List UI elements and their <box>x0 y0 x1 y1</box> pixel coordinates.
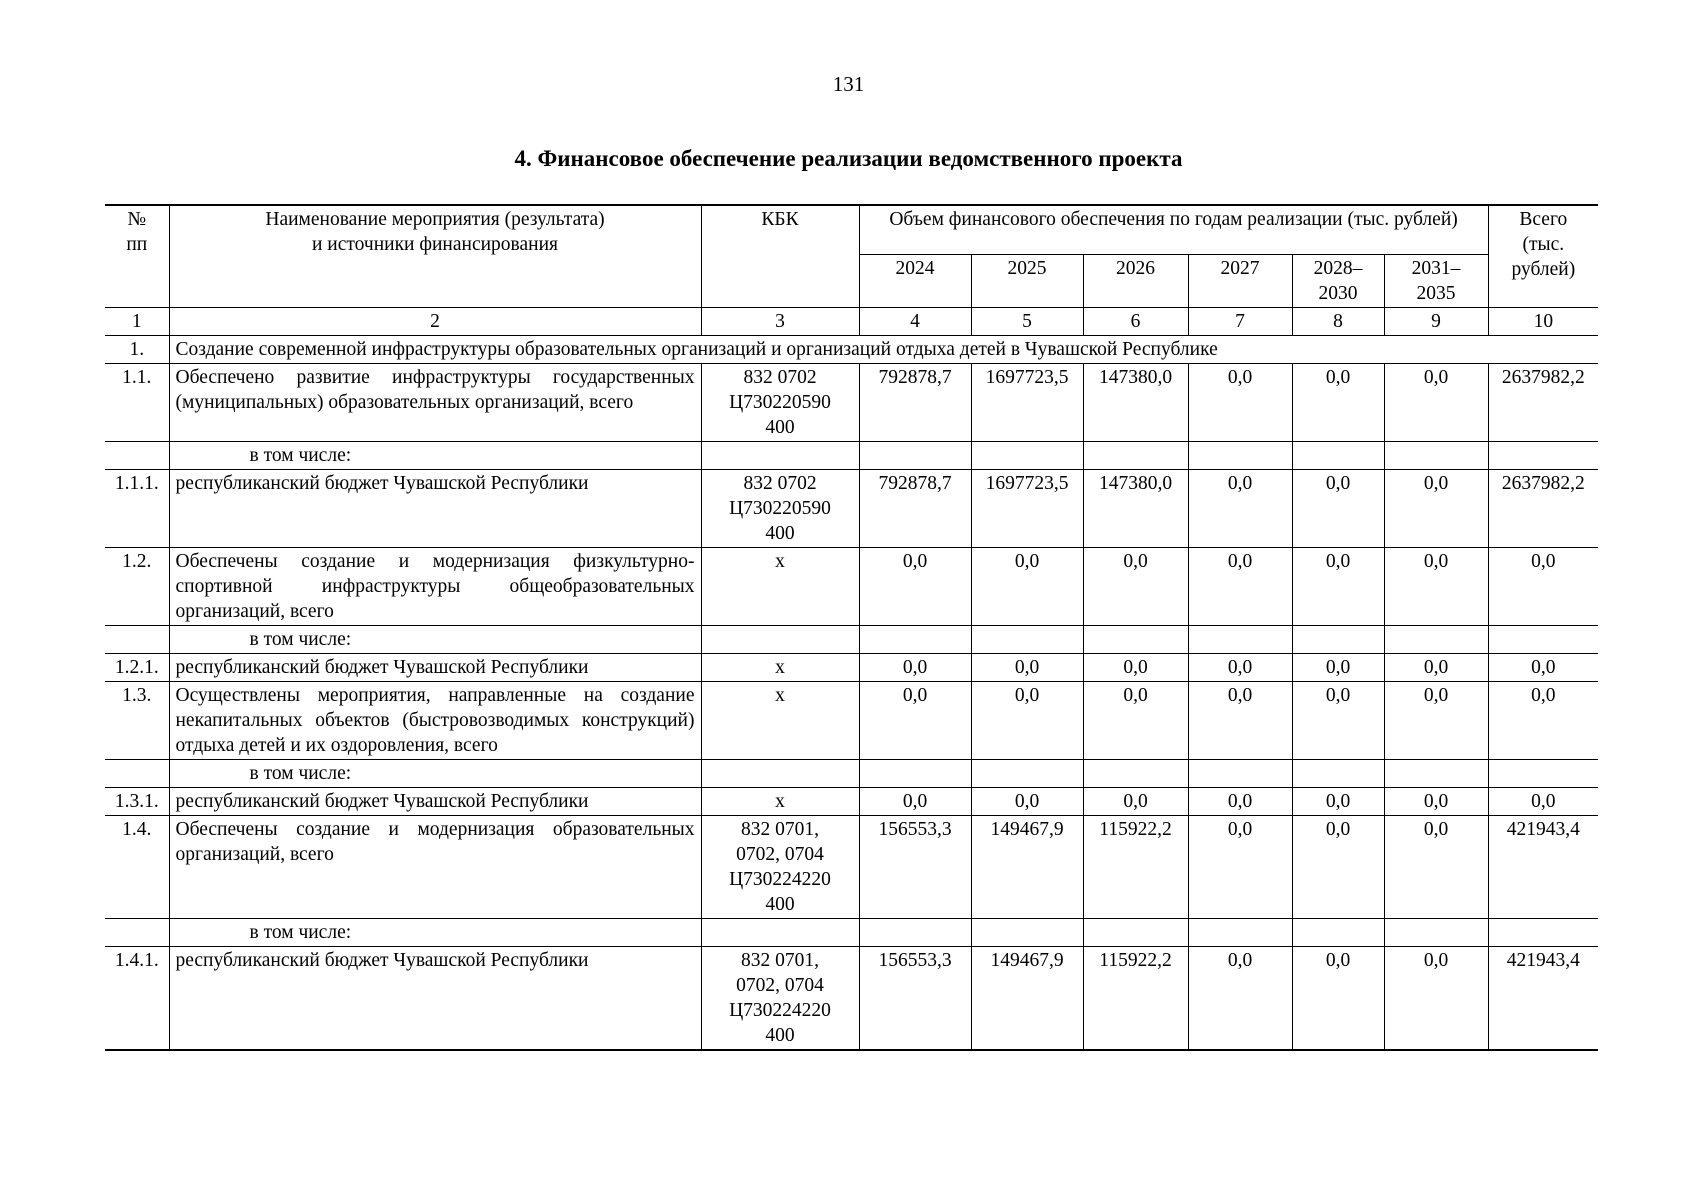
row-value: 147380,0 <box>1083 470 1188 548</box>
row-name: республиканский бюджет Чувашской Республики <box>169 788 701 816</box>
row-total <box>1488 626 1598 654</box>
row-num: 1.2.1. <box>105 654 169 682</box>
row-value: 0,0 <box>1384 816 1488 919</box>
row-value <box>971 760 1083 788</box>
row-value: 0,0 <box>859 788 971 816</box>
table-row <box>105 548 1598 626</box>
row-kbk <box>701 626 859 654</box>
row-value: 0,0 <box>971 682 1083 760</box>
row-value: 156553,3 <box>859 947 971 1051</box>
row-num <box>105 919 169 947</box>
row-value <box>1384 760 1488 788</box>
header-num: № пп <box>105 205 169 308</box>
row-value: 792878,7 <box>859 364 971 442</box>
row-kbk: х <box>701 682 859 760</box>
table-row <box>105 364 1598 442</box>
row-value <box>1188 760 1292 788</box>
row-value: 0,0 <box>1188 548 1292 626</box>
row-kbk <box>701 442 859 470</box>
column-number-row <box>105 308 1598 336</box>
row-value: 0,0 <box>1384 654 1488 682</box>
row-value <box>1083 626 1188 654</box>
row-value: 0,0 <box>1188 682 1292 760</box>
row-value <box>1188 919 1292 947</box>
row-kbk: 832 0701, 0702, 0704 Ц730224220 400 <box>701 816 859 919</box>
column-number: 5 <box>971 308 1083 336</box>
row-value: 0,0 <box>1292 470 1384 548</box>
row-kbk <box>701 919 859 947</box>
section-row <box>105 336 1598 364</box>
row-num: 1.4. <box>105 816 169 919</box>
subtotal-label-row <box>105 442 1598 470</box>
row-value: 0,0 <box>1083 682 1188 760</box>
row-value <box>1292 919 1384 947</box>
row-value: 0,0 <box>1188 470 1292 548</box>
row-value: 0,0 <box>971 548 1083 626</box>
row-name: в том числе: <box>169 442 701 470</box>
header-total: Всего (тыс. рублей) <box>1488 205 1598 308</box>
header-kbk: КБК <box>701 205 859 308</box>
row-value <box>1384 626 1488 654</box>
row-value <box>1292 442 1384 470</box>
row-name: республиканский бюджет Чувашской Республики <box>169 470 701 548</box>
header-year: 2025 <box>971 255 1083 308</box>
column-number: 3 <box>701 308 859 336</box>
row-total: 421943,4 <box>1488 816 1598 919</box>
row-num: 1.1.1. <box>105 470 169 548</box>
row-value <box>1292 626 1384 654</box>
row-value <box>971 626 1083 654</box>
row-total: 2637982,2 <box>1488 470 1598 548</box>
row-value: 0,0 <box>1292 364 1384 442</box>
header-year: 2027 <box>1188 255 1292 308</box>
row-total: 2637982,2 <box>1488 364 1598 442</box>
row-value <box>1292 760 1384 788</box>
row-name: в том числе: <box>169 626 701 654</box>
row-value: 0,0 <box>1384 364 1488 442</box>
column-number: 6 <box>1083 308 1188 336</box>
row-value: 147380,0 <box>1083 364 1188 442</box>
table-row <box>105 788 1598 816</box>
row-num: 1.2. <box>105 548 169 626</box>
table-row <box>105 654 1598 682</box>
row-value: 0,0 <box>971 788 1083 816</box>
row-value <box>1083 442 1188 470</box>
header-year: 2031– 2035 <box>1384 255 1488 308</box>
column-number: 10 <box>1488 308 1598 336</box>
subtotal-label-row <box>105 626 1598 654</box>
row-value: 0,0 <box>1292 947 1384 1051</box>
row-num: 1.4.1. <box>105 947 169 1051</box>
header-volume: Объем финансового обеспечения по годам реализации (тыс. рублей) <box>859 205 1488 255</box>
row-total <box>1488 442 1598 470</box>
header-row-1 <box>105 205 1598 255</box>
row-num <box>105 760 169 788</box>
row-value: 0,0 <box>859 548 971 626</box>
row-name: Осуществлены мероприятия, направленные на создание некапитальных объектов (быстровозводимых конструкций) отдыха детей и их оздоровления, всего <box>169 682 701 760</box>
table-row <box>105 682 1598 760</box>
row-name: Обеспечено развитие инфраструктуры государственных (муниципальных) образовательных организаций, всего <box>169 364 701 442</box>
row-total: 0,0 <box>1488 654 1598 682</box>
row-name: в том числе: <box>169 760 701 788</box>
header-year: 2024 <box>859 255 971 308</box>
row-value <box>1188 626 1292 654</box>
row-value: 0,0 <box>1188 788 1292 816</box>
row-value: 0,0 <box>1188 947 1292 1051</box>
row-value: 0,0 <box>1083 548 1188 626</box>
table-row <box>105 470 1598 548</box>
row-kbk: 832 0701, 0702, 0704 Ц730224220 400 <box>701 947 859 1051</box>
header-year: 2028– 2030 <box>1292 255 1384 308</box>
row-value: 0,0 <box>1384 788 1488 816</box>
row-value <box>1384 919 1488 947</box>
row-kbk: 832 0702 Ц730220590 400 <box>701 470 859 548</box>
row-total: 421943,4 <box>1488 947 1598 1051</box>
row-kbk: х <box>701 654 859 682</box>
row-value: 0,0 <box>1083 788 1188 816</box>
row-value <box>859 760 971 788</box>
row-value: 149467,9 <box>971 947 1083 1051</box>
row-name: Обеспечены создание и модернизация физкультурно-спортивной инфраструктуры общеобразовательных организаций, всего <box>169 548 701 626</box>
row-num: 1.3.1. <box>105 788 169 816</box>
row-value <box>1083 760 1188 788</box>
row-value: 0,0 <box>1083 654 1188 682</box>
row-num <box>105 442 169 470</box>
row-value: 115922,2 <box>1083 947 1188 1051</box>
row-total: 0,0 <box>1488 548 1598 626</box>
row-value: 1697723,5 <box>971 364 1083 442</box>
row-kbk: х <box>701 548 859 626</box>
row-value: 0,0 <box>859 682 971 760</box>
header-name: Наименование мероприятия (результата) и источники финансирования <box>169 205 701 308</box>
row-num: 1.3. <box>105 682 169 760</box>
row-value: 0,0 <box>1384 682 1488 760</box>
row-value: 0,0 <box>1188 364 1292 442</box>
document-title: 4. Финансовое обеспечение реализации ведомственного проекта <box>514 146 1183 171</box>
row-kbk <box>701 760 859 788</box>
row-value: 149467,9 <box>971 816 1083 919</box>
header-year: 2026 <box>1083 255 1188 308</box>
row-num: 1.1. <box>105 364 169 442</box>
row-value <box>971 442 1083 470</box>
row-value: 0,0 <box>859 654 971 682</box>
row-kbk: 832 0702 Ц730220590 400 <box>701 364 859 442</box>
row-value <box>859 919 971 947</box>
row-value <box>1384 442 1488 470</box>
column-number: 7 <box>1188 308 1292 336</box>
row-value: 0,0 <box>1292 788 1384 816</box>
row-value: 0,0 <box>1292 654 1384 682</box>
subtotal-label-row <box>105 760 1598 788</box>
financing-table <box>105 204 1598 1051</box>
row-total <box>1488 760 1598 788</box>
row-value <box>859 442 971 470</box>
row-name: республиканский бюджет Чувашской Республики <box>169 947 701 1051</box>
row-value: 0,0 <box>1292 682 1384 760</box>
table-row <box>105 816 1598 919</box>
row-kbk: х <box>701 788 859 816</box>
row-value <box>1188 442 1292 470</box>
row-value <box>971 919 1083 947</box>
column-number: 4 <box>859 308 971 336</box>
row-name: Обеспечены создание и модернизация образовательных организаций, всего <box>169 816 701 919</box>
section-name: Создание современной инфраструктуры образовательных организаций и организаций отдыха детей в Чувашской Республике <box>169 336 1598 364</box>
row-value: 0,0 <box>1188 816 1292 919</box>
table-row <box>105 947 1598 1051</box>
column-number: 1 <box>105 308 169 336</box>
row-total: 0,0 <box>1488 682 1598 760</box>
row-value: 115922,2 <box>1083 816 1188 919</box>
section-num: 1. <box>105 336 169 364</box>
row-value: 0,0 <box>1292 548 1384 626</box>
column-number: 9 <box>1384 308 1488 336</box>
row-num <box>105 626 169 654</box>
row-value: 792878,7 <box>859 470 971 548</box>
row-value: 0,0 <box>1384 947 1488 1051</box>
row-value: 156553,3 <box>859 816 971 919</box>
row-value <box>859 626 971 654</box>
row-value: 0,0 <box>1292 816 1384 919</box>
page-number: 131 <box>832 72 865 96</box>
row-total: 0,0 <box>1488 788 1598 816</box>
column-number: 8 <box>1292 308 1384 336</box>
row-total <box>1488 919 1598 947</box>
row-name: республиканский бюджет Чувашской Республики <box>169 654 701 682</box>
row-value: 0,0 <box>1384 548 1488 626</box>
column-number: 2 <box>169 308 701 336</box>
row-value: 0,0 <box>971 654 1083 682</box>
row-value: 0,0 <box>1188 654 1292 682</box>
row-value <box>1083 919 1188 947</box>
row-value: 1697723,5 <box>971 470 1083 548</box>
subtotal-label-row <box>105 919 1598 947</box>
row-name: в том числе: <box>169 919 701 947</box>
row-value: 0,0 <box>1384 470 1488 548</box>
